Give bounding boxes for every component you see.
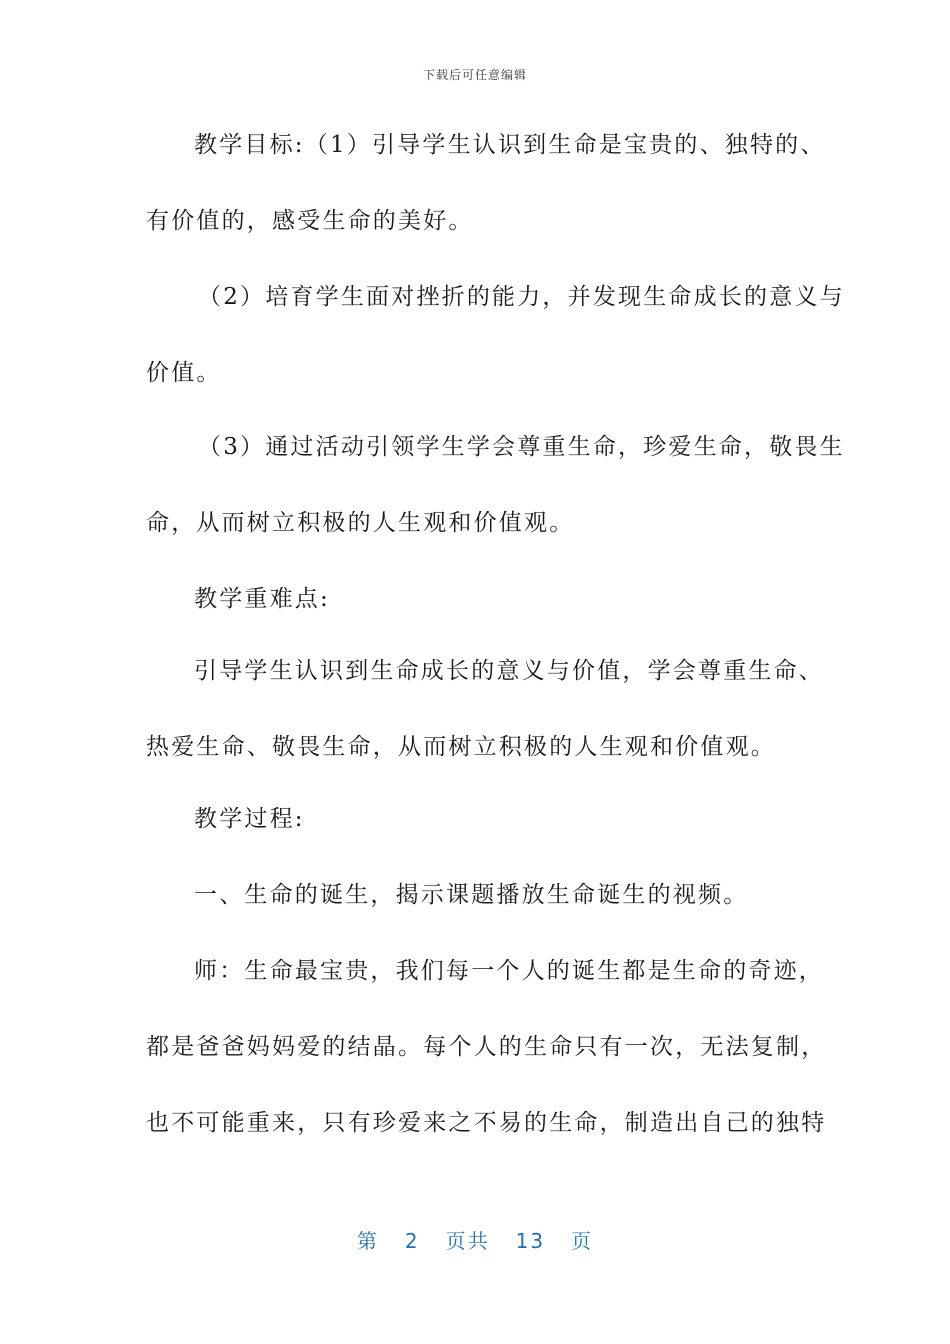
page-footer xyxy=(0,1225,950,1254)
footer-middle: 页共 xyxy=(445,1229,490,1253)
footer-suffix: 页 xyxy=(571,1229,594,1253)
page-header: 下载后可任意编辑 xyxy=(422,68,527,82)
paragraph-line: 师：生命最宝贵，我们每一个人的诞生都是生命的奇迹， xyxy=(194,958,824,984)
total-pages-number: 13 xyxy=(515,1229,546,1253)
section-heading: 教学过程: xyxy=(194,806,305,832)
paragraph-line: 命，从而树立积极的人生观和价值观。 xyxy=(146,510,575,536)
paragraph-line: 有价值的，感受生命的美好。 xyxy=(146,208,474,234)
paragraph-line: 价值。 xyxy=(146,360,222,386)
paragraph-line: 引导学生认识到生命成长的意义与价值，学会尊重生命、 xyxy=(194,658,824,684)
current-page-number: 2 xyxy=(404,1229,420,1253)
paragraph-line: （2）培育学生面对挫折的能力，并发现生命成长的意义与 xyxy=(198,284,845,310)
paragraph-line: 都是爸爸妈妈爱的结晶。每个人的生命只有一次，无法复制， xyxy=(146,1034,827,1060)
paragraph-line: 热爱生命、敬畏生命，从而树立积极的人生观和价值观。 xyxy=(146,734,776,760)
paragraph-line: （3）通过活动引领学生学会尊重生命，珍爱生命，敬畏生 xyxy=(198,434,845,460)
section-heading: 教学重难点: xyxy=(194,586,330,612)
paragraph-line: 教学目标:（1）引导学生认识到生命是宝贵的、独特的、 xyxy=(194,132,826,158)
paragraph-line: 也不可能重来，只有珍爱来之不易的生命，制造出自己的独特 xyxy=(146,1110,827,1136)
footer-prefix: 第 xyxy=(356,1229,379,1253)
paragraph-line: 一、生命的诞生，揭示课题播放生命诞生的视频。 xyxy=(194,882,749,908)
